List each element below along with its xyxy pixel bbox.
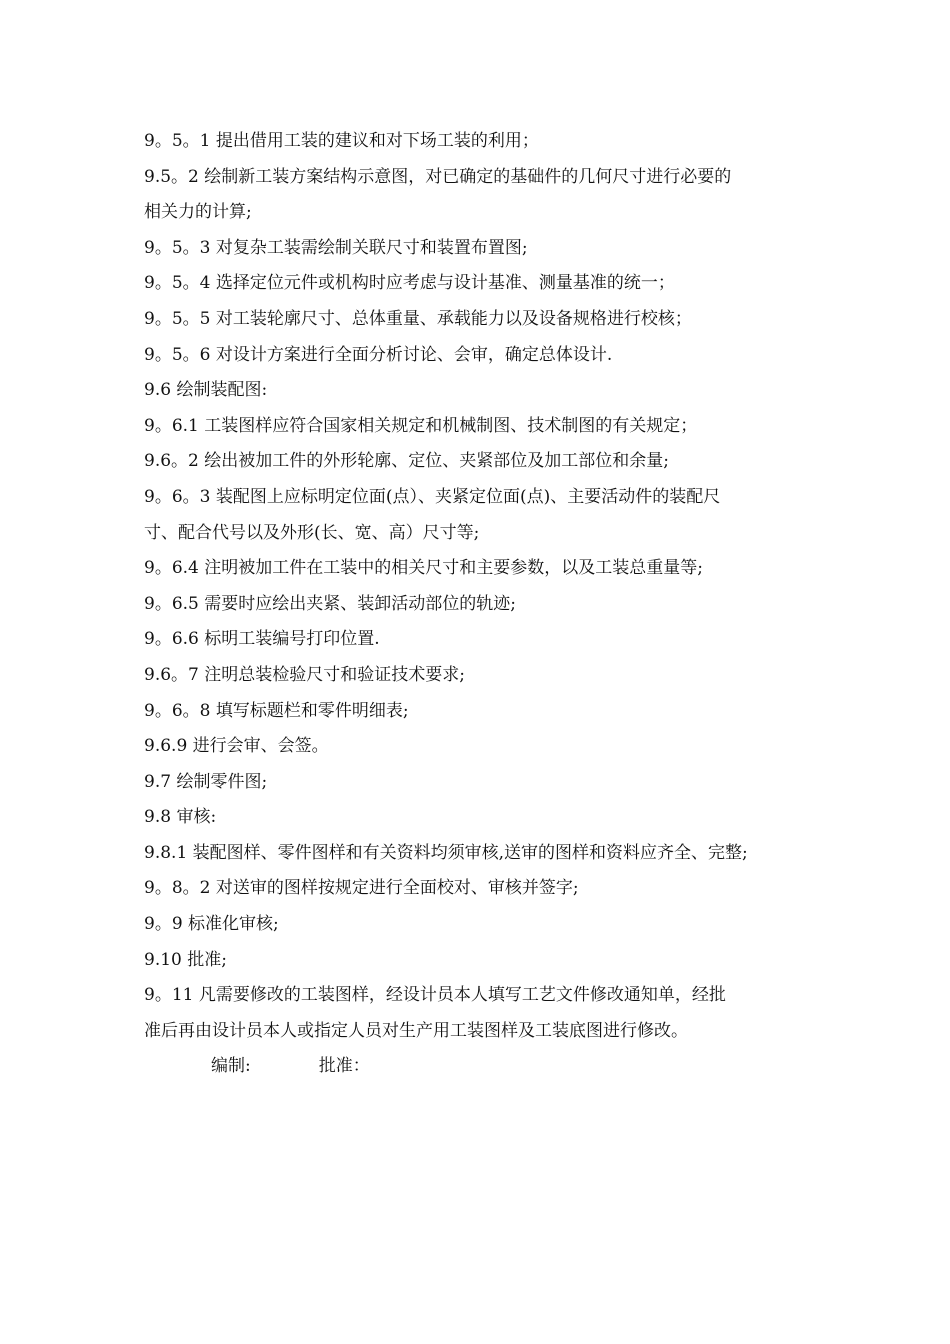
text-line: 9.5。2 绘制新工装方案结构示意图，对已确定的基础件的几何尺寸进行必要的 — [144, 166, 732, 187]
section-heading: 9.8 审核: — [144, 807, 217, 828]
text-line: 9。6。8 填写标题栏和零件明细表; — [144, 700, 409, 721]
text-line: 相关力的计算; — [144, 202, 252, 223]
section-heading: 9.7 绘制零件图; — [144, 771, 268, 792]
text-line: 9.6.9 进行会审、会签。 — [144, 736, 329, 757]
text-line: 9。6.1 工装图样应符合国家相关规定和机械制图、技术制图的有关规定； — [144, 415, 698, 436]
text-line: 9。6。3 装配图上应标明定位面(点）、夹紧定位面(点)、主要活动件的装配尺 — [144, 486, 721, 507]
text-line: 9.6。7 注明总装检验尺寸和验证技术要求; — [144, 664, 465, 685]
text-line: 9。6.6 标明工装编号打印位置. — [144, 629, 380, 650]
text-line: 准后再由设计员本人或指定人员对生产用工装图样及工装底图进行修改。 — [144, 1020, 688, 1041]
text-line: 9。5。6 对设计方案进行全面分析讨论、会审，确定总体设计. — [144, 344, 613, 365]
approved-label: 批准： — [318, 1056, 370, 1077]
section-heading: 9。9 标准化审核; — [144, 914, 279, 935]
text-line: 9。5。1 提出借用工装的建议和对下场工装的利用； — [144, 131, 539, 151]
text-line: 9。6.4 注明被加工件在工装中的相关尺寸和主要参数，以及工装总重量等; — [144, 558, 703, 579]
text-line: 寸、配合代号以及外形(长、宽、高）尺寸等; — [144, 522, 480, 543]
text-line: 9。8。2 对送审的图样按规定进行全面校对、审核并签字; — [144, 878, 579, 899]
text-line: 9。6.5 需要时应绘出夹紧、装卸活动部位的轨迹; — [144, 593, 516, 614]
section-heading: 9.10 批准; — [144, 949, 227, 970]
section-heading: 9.6 绘制装配图: — [144, 380, 268, 401]
signature-line — [144, 1049, 824, 1085]
text-line: 9。5。4 选择定位元件或机构时应考虑与设计基准、测量基准的统一； — [144, 273, 675, 294]
text-line: 9.8.1 装配图样、零件图样和有关资料均须审核,送审的图样和资料应齐全、完整; — [144, 842, 748, 863]
document-body — [144, 124, 824, 1085]
compiled-label: 编制: — [211, 1056, 251, 1077]
text-line: 9.6。2 绘出被加工件的外形轮廓、定位、夹紧部位及加工部位和余量; — [144, 451, 669, 472]
text-line: 9。5。3 对复杂工装需绘制关联尺寸和装置布置图; — [144, 237, 528, 258]
text-line: 9。5。5 对工装轮廓尺寸、总体重量、承载能力以及设备规格进行校核； — [144, 308, 692, 329]
text-line: 9。11 凡需要修改的工装图样，经设计员本人填写工艺文件修改通知单，经批 — [144, 985, 726, 1006]
